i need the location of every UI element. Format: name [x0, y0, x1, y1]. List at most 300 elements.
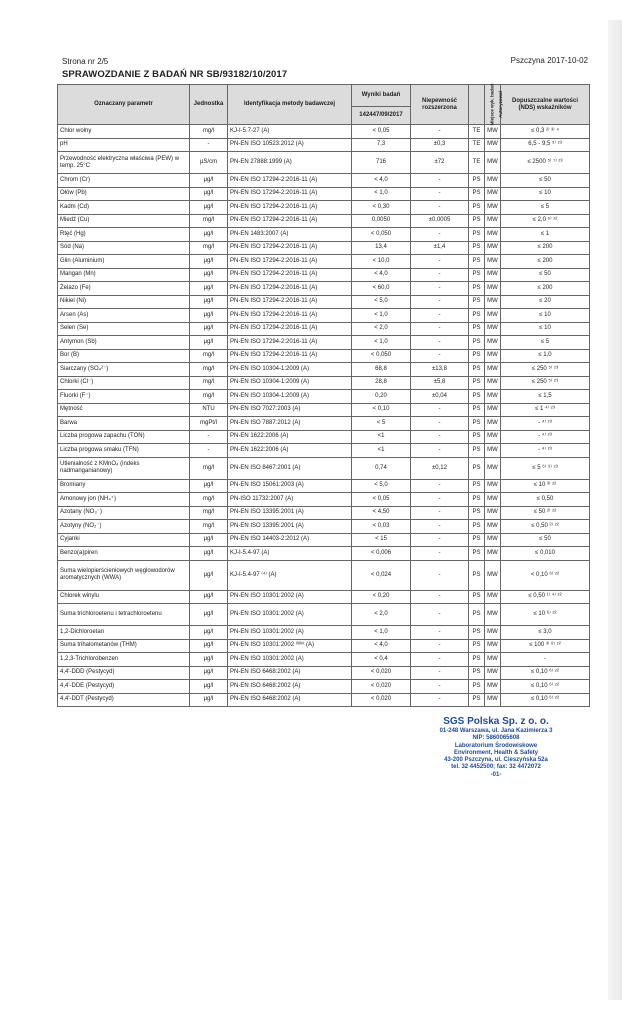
cell-parameter: pH: [58, 138, 190, 152]
cell-result: < 0,050: [352, 228, 411, 242]
cell-unit: µg/l: [190, 201, 228, 215]
header-sample-id: 142447/09/2017: [352, 107, 411, 125]
cell-limit: -: [501, 653, 590, 667]
cell-location: PS: [469, 309, 485, 323]
cell-uncertainty: -: [411, 560, 469, 590]
cell-authorized: MW: [485, 666, 501, 680]
cell-result: < 0,03: [352, 520, 411, 534]
cell-limit: ≤ 1 ⁴⁾ ᶻ³: [501, 403, 590, 417]
cell-method: PN-EN ISO 17294-2:2016-11 (A): [228, 322, 352, 336]
table-row: [58, 336, 590, 350]
cell-limit: ≤ 5: [501, 336, 590, 350]
cell-unit: µg/l: [190, 336, 228, 350]
header-results: Wyniki badań: [352, 85, 411, 107]
cell-parameter: Przewodność elektryczna właściwa (PEW) w temp. 25°C: [58, 152, 190, 174]
cell-parameter: Benzo(a)piren: [58, 547, 190, 561]
cell-method: PN-EN ISO 14403-2:2012 (A): [228, 533, 352, 547]
cell-authorized: MW: [485, 201, 501, 215]
page-number: Strona nr 2/5: [62, 57, 109, 66]
cell-unit: mg/l: [190, 520, 228, 534]
cell-parameter: 4,4'-DDE (Pestycyd): [58, 680, 190, 694]
cell-limit: ≤ 5 ⁶⁾ ⁹⁾ ᶻ³: [501, 457, 590, 479]
table-row: [58, 604, 590, 626]
cell-limit: ≤ 10: [501, 322, 590, 336]
stamp-company-name: SGS Polska Sp. z o. o.: [443, 716, 549, 727]
cell-result: < 0,020: [352, 666, 411, 680]
cell-result: 716: [352, 152, 411, 174]
table-row: [58, 653, 590, 667]
cell-authorized: MW: [485, 639, 501, 653]
cell-authorized: MW: [485, 479, 501, 493]
cell-uncertainty: -: [411, 479, 469, 493]
cell-method: PN-EN ISO 17294-2:2016-11 (A): [228, 282, 352, 296]
cell-parameter: Miedź (Cu): [58, 214, 190, 228]
cell-result: < 1,0: [352, 187, 411, 201]
cell-parameter: 1,2-Dichloroetan: [58, 626, 190, 640]
cell-method: PN-EN 27888:1999 (A): [228, 152, 352, 174]
cell-authorized: MW: [485, 187, 501, 201]
cell-location: PS: [469, 417, 485, 431]
cell-result: < 5,0: [352, 295, 411, 309]
cell-uncertainty: -: [411, 282, 469, 296]
cell-authorized: MW: [485, 403, 501, 417]
cell-location: PS: [469, 479, 485, 493]
cell-limit: ≤ 0,10 ⁶⁾ ᶻ²: [501, 680, 590, 694]
cell-result: < 0,05: [352, 493, 411, 507]
cell-method: PN-EN ISO 17294-2:2016-11 (A): [228, 255, 352, 269]
cell-location: PS: [469, 560, 485, 590]
cell-method: PN-EN ISO 10304-1:2009 (A): [228, 363, 352, 377]
stamp-lab: Laboratorium Środowiskowe: [454, 742, 538, 749]
cell-unit: µg/l: [190, 309, 228, 323]
cell-authorized: MW: [485, 680, 501, 694]
cell-unit: mg/l: [190, 457, 228, 479]
cell-authorized: MW: [485, 444, 501, 458]
table-row: [58, 214, 590, 228]
table-row: [58, 241, 590, 255]
cell-location: PS: [469, 506, 485, 520]
cell-location: PS: [469, 639, 485, 653]
cell-authorized: MW: [485, 560, 501, 590]
cell-unit: mg/l: [190, 241, 228, 255]
cell-unit: mgPt/l: [190, 417, 228, 431]
cell-method: PN-EN ISO 13395:2001 (A): [228, 520, 352, 534]
cell-authorized: MW: [485, 457, 501, 479]
cell-parameter: Azotany (NO₃⁻): [58, 506, 190, 520]
cell-limit: ≤ 50: [501, 174, 590, 188]
cell-limit: ≤ 2500 ⁵⁾ ⁷⁾ ᶻ³: [501, 152, 590, 174]
cell-uncertainty: -: [411, 590, 469, 604]
report-title: SPRAWOZDANIE Z BADAŃ NR SB/93182/10/2017: [62, 69, 288, 80]
cell-unit: -: [190, 444, 228, 458]
cell-unit: µg/l: [190, 547, 228, 561]
table-row: [58, 349, 590, 363]
cell-parameter: Chlorki (Cl⁻): [58, 376, 190, 390]
cell-limit: ≤ 200: [501, 255, 590, 269]
cell-unit: mg/l: [190, 390, 228, 404]
cell-method: PN-EN ISO 10304-1:2009 (A): [228, 376, 352, 390]
cell-limit: - ⁴⁾ ᶻ³: [501, 417, 590, 431]
cell-unit: µg/l: [190, 560, 228, 590]
scan-edge: [608, 20, 622, 1000]
cell-method: PN-EN ISO 17294-2:2016-11 (A): [228, 201, 352, 215]
cell-uncertainty: -: [411, 187, 469, 201]
header-unit: Jednostka: [190, 85, 228, 125]
cell-uncertainty: -: [411, 626, 469, 640]
cell-parameter: Mętność: [58, 403, 190, 417]
table-row: [58, 152, 590, 174]
cell-uncertainty: -: [411, 322, 469, 336]
cell-limit: ≤ 200: [501, 241, 590, 255]
table-row: [58, 138, 590, 152]
cell-method: KJ-I-5.7-27 (A): [228, 125, 352, 139]
cell-uncertainty: -: [411, 693, 469, 707]
cell-unit: µg/l: [190, 479, 228, 493]
cell-result: <1: [352, 430, 411, 444]
cell-location: PS: [469, 322, 485, 336]
cell-method: PN-EN 1483:2007 (A): [228, 228, 352, 242]
table-row: [58, 520, 590, 534]
cell-unit: mg/l: [190, 214, 228, 228]
cell-location: PS: [469, 336, 485, 350]
table-row: [58, 533, 590, 547]
cell-uncertainty: -: [411, 493, 469, 507]
table-row: [58, 268, 590, 282]
table-row: [58, 444, 590, 458]
cell-result: 28,8: [352, 376, 411, 390]
cell-location: TE: [469, 125, 485, 139]
cell-authorized: MW: [485, 268, 501, 282]
cell-limit: ≤ 250 ⁵⁾ ᶻ³: [501, 363, 590, 377]
cell-uncertainty: -: [411, 201, 469, 215]
cell-method: PN-EN ISO 6468:2002 (A): [228, 666, 352, 680]
table-row: [58, 309, 590, 323]
cell-uncertainty: ±0,3: [411, 138, 469, 152]
table-row: [58, 125, 590, 139]
cell-result: <1: [352, 444, 411, 458]
cell-method: PN-EN ISO 17294-2:2016-11 (A): [228, 336, 352, 350]
header-location: Miejsce wyk. badań: [469, 85, 485, 125]
cell-location: TE: [469, 138, 485, 152]
cell-result: < 1,0: [352, 626, 411, 640]
cell-method: PN-EN ISO 6468:2002 (A): [228, 680, 352, 694]
cell-authorized: MW: [485, 533, 501, 547]
cell-unit: µg/l: [190, 322, 228, 336]
table-row: [58, 590, 590, 604]
cell-unit: µg/l: [190, 693, 228, 707]
cell-location: PS: [469, 363, 485, 377]
cell-unit: µg/l: [190, 604, 228, 626]
cell-location: PS: [469, 376, 485, 390]
cell-unit: mg/l: [190, 125, 228, 139]
cell-authorized: MW: [485, 363, 501, 377]
table-row: [58, 255, 590, 269]
cell-limit: ≤ 10: [501, 309, 590, 323]
cell-method: KJ-I-5.4-97 ⁽⁴⁾ (A): [228, 560, 352, 590]
cell-location: PS: [469, 590, 485, 604]
cell-method: PN-EN ISO 8467:2001 (A): [228, 457, 352, 479]
cell-location: PS: [469, 693, 485, 707]
cell-result: < 1,0: [352, 309, 411, 323]
cell-parameter: 1,2,3-Trichlorobenzen: [58, 653, 190, 667]
header-method: Identyfikacja metody badawczej: [228, 85, 352, 125]
cell-unit: mg/l: [190, 349, 228, 363]
cell-method: PN-EN ISO 17294-2:2016-11 (A): [228, 174, 352, 188]
cell-uncertainty: -: [411, 125, 469, 139]
cell-location: PS: [469, 493, 485, 507]
cell-location: PS: [469, 520, 485, 534]
cell-uncertainty: -: [411, 417, 469, 431]
cell-authorized: MW: [485, 138, 501, 152]
cell-method: KJ-I-5.4-97 (A): [228, 547, 352, 561]
cell-authorized: MW: [485, 493, 501, 507]
cell-method: PN-EN ISO 17294-2:2016-11 (A): [228, 295, 352, 309]
stamp-lab-address: 43-200 Pszczyna, ul. Cieszyńska 52a: [444, 757, 548, 764]
cell-location: PS: [469, 228, 485, 242]
cell-authorized: MW: [485, 322, 501, 336]
cell-location: PS: [469, 533, 485, 547]
cell-parameter: Chlorek winylu: [58, 590, 190, 604]
cell-method: PN-EN ISO 17294-2:2016-11 (A): [228, 309, 352, 323]
cell-location: PS: [469, 268, 485, 282]
cell-method: PN-EN ISO 17294-2:2016-11 (A): [228, 241, 352, 255]
cell-unit: µS/cm: [190, 152, 228, 174]
cell-unit: µg/l: [190, 187, 228, 201]
cell-parameter: Suma trichloroetenu i tetrachloroetenu: [58, 604, 190, 626]
cell-location: PS: [469, 457, 485, 479]
cell-unit: mg/l: [190, 493, 228, 507]
cell-limit: ≤ 50: [501, 533, 590, 547]
cell-location: PS: [469, 626, 485, 640]
cell-method: PN-EN 1622:2006 (A): [228, 430, 352, 444]
cell-unit: µg/l: [190, 255, 228, 269]
table-row: [58, 547, 590, 561]
cell-method: PN-EN ISO 17294-2:2016-11 (A): [228, 268, 352, 282]
cell-parameter: Suma trihalometanów (THM): [58, 639, 190, 653]
cell-result: 0,74: [352, 457, 411, 479]
cell-method: PN-ISO 11732:2007 (A): [228, 493, 352, 507]
cell-result: < 0,006: [352, 547, 411, 561]
stamp-nip: NIP: 5860065608: [472, 735, 520, 742]
cell-limit: ≤ 2,0 ⁵⁾ ᶻ²: [501, 214, 590, 228]
stamp-address: 01-248 Warszawa, ul. Jana Kazimierza 3: [439, 728, 553, 734]
cell-result: < 0,020: [352, 680, 411, 694]
cell-parameter: Kadm (Cd): [58, 201, 190, 215]
table-row: [58, 457, 590, 479]
cell-uncertainty: -: [411, 430, 469, 444]
cell-unit: mg/l: [190, 363, 228, 377]
cell-location: PS: [469, 187, 485, 201]
cell-location: PS: [469, 430, 485, 444]
cell-unit: NTU: [190, 403, 228, 417]
cell-limit: ≤ 5: [501, 201, 590, 215]
results-table: [57, 84, 590, 707]
cell-uncertainty: ±0,0005: [411, 214, 469, 228]
cell-limit: ≤ 50 ²⁾ ᶻ²: [501, 506, 590, 520]
place-date: Pszczyna 2017-10-02: [510, 56, 588, 65]
cell-uncertainty: -: [411, 268, 469, 282]
cell-method: PN-EN ISO 10301:2002 (A): [228, 604, 352, 626]
cell-limit: ≤ 0,50: [501, 493, 590, 507]
cell-unit: µg/l: [190, 282, 228, 296]
cell-authorized: MW: [485, 152, 501, 174]
cell-location: PS: [469, 604, 485, 626]
cell-parameter: Siarczany (SO₄²⁻): [58, 363, 190, 377]
cell-parameter: Utlenialność z KMnO₄ (indeks nadmanganianowy): [58, 457, 190, 479]
cell-result: < 4,0: [352, 174, 411, 188]
cell-result: < 60,0: [352, 282, 411, 296]
cell-location: PS: [469, 349, 485, 363]
cell-method: PN-EN ISO 15061:2003 (A): [228, 479, 352, 493]
cell-uncertainty: -: [411, 547, 469, 561]
cell-uncertainty: -: [411, 174, 469, 188]
table-row: [58, 228, 590, 242]
cell-limit: ≤ 0,3 ²⁾ ³⁾ ⁴: [501, 125, 590, 139]
cell-authorized: MW: [485, 174, 501, 188]
cell-result: < 0,4: [352, 653, 411, 667]
cell-result: 0,20: [352, 390, 411, 404]
cell-parameter: Selen (Se): [58, 322, 190, 336]
table-row: [58, 626, 590, 640]
cell-unit: µg/l: [190, 639, 228, 653]
cell-parameter: Glin (Aluminium): [58, 255, 190, 269]
cell-limit: < 0,10 ⁶⁾ ᶻ²: [501, 560, 590, 590]
cell-method: PN-EN ISO 17294-2:2016-11 (A): [228, 187, 352, 201]
cell-result: < 10,0: [352, 255, 411, 269]
cell-method: PN-EN ISO 10301:2002 ⁽ᵂᵛ⁾ (A): [228, 639, 352, 653]
cell-limit: ≤ 1: [501, 228, 590, 242]
cell-parameter: Arsen (As): [58, 309, 190, 323]
cell-limit: ≤ 1,5: [501, 390, 590, 404]
cell-authorized: MW: [485, 309, 501, 323]
cell-uncertainty: ±5,8: [411, 376, 469, 390]
cell-limit: 6,5 - 9,5 ⁵⁾ ᶻ³: [501, 138, 590, 152]
table-row: [58, 363, 590, 377]
cell-uncertainty: -: [411, 255, 469, 269]
company-stamp: [411, 716, 581, 779]
header-limit: Dopuszczalne wartości (NDS) wskaźników: [501, 85, 590, 125]
cell-limit: ≤ 0,50 ²⁾ ᶻ²: [501, 520, 590, 534]
cell-result: < 2,0: [352, 322, 411, 336]
cell-result: < 0,30: [352, 201, 411, 215]
cell-limit: ≤ 200: [501, 282, 590, 296]
cell-uncertainty: -: [411, 506, 469, 520]
cell-unit: µg/l: [190, 533, 228, 547]
cell-method: PN-EN ISO 6468:2002 (A): [228, 693, 352, 707]
cell-limit: ≤ 10 ⁶⁾ ᶻ²: [501, 604, 590, 626]
cell-parameter: Ołów (Pb): [58, 187, 190, 201]
table-row: [58, 479, 590, 493]
cell-parameter: Amonowy jon (NH₄⁺): [58, 493, 190, 507]
cell-authorized: MW: [485, 520, 501, 534]
cell-method: PN-EN ISO 7887:2012 (A): [228, 417, 352, 431]
cell-method: PN-EN ISO 10304-1:2009 (A): [228, 390, 352, 404]
cell-location: TE: [469, 152, 485, 174]
table-row: [58, 187, 590, 201]
cell-parameter: Chrom (Cr): [58, 174, 190, 188]
table-row: [58, 666, 590, 680]
stamp-dept: Environment, Health & Safety: [453, 749, 539, 756]
table-row: [58, 693, 590, 707]
cell-authorized: MW: [485, 626, 501, 640]
cell-location: PS: [469, 201, 485, 215]
cell-parameter: Nikiel (Ni): [58, 295, 190, 309]
table-row: [58, 295, 590, 309]
cell-parameter: Sód (Na): [58, 241, 190, 255]
cell-limit: ≤ 3,0: [501, 626, 590, 640]
cell-result: < 0,05: [352, 125, 411, 139]
cell-authorized: MW: [485, 547, 501, 561]
cell-limit: - ⁴⁾ ᶻ³: [501, 444, 590, 458]
cell-unit: µg/l: [190, 295, 228, 309]
cell-location: PS: [469, 666, 485, 680]
cell-authorized: MW: [485, 228, 501, 242]
table-row: [58, 680, 590, 694]
cell-authorized: MW: [485, 430, 501, 444]
cell-parameter: Liczba progowa smaku (TFN): [58, 444, 190, 458]
cell-parameter: Liczba progowa zapachu (TON): [58, 430, 190, 444]
cell-parameter: Suma wielopierścieniowych węglowodorów aromatycznych (WWA): [58, 560, 190, 590]
cell-uncertainty: -: [411, 349, 469, 363]
cell-result: < 5,0: [352, 479, 411, 493]
cell-authorized: MW: [485, 214, 501, 228]
cell-result: 7,3: [352, 138, 411, 152]
cell-limit: ≤ 1,0: [501, 349, 590, 363]
cell-location: PS: [469, 282, 485, 296]
cell-uncertainty: -: [411, 666, 469, 680]
cell-location: PS: [469, 174, 485, 188]
cell-limit: ≤ 250 ⁵⁾ ᶻ³: [501, 376, 590, 390]
cell-result: < 4,50: [352, 506, 411, 520]
cell-parameter: 4,4'-DDD (Pestycyd): [58, 666, 190, 680]
cell-authorized: MW: [485, 255, 501, 269]
cell-location: PS: [469, 241, 485, 255]
table-row: [58, 201, 590, 215]
cell-authorized: MW: [485, 693, 501, 707]
cell-parameter: Cyjanki: [58, 533, 190, 547]
cell-unit: -: [190, 430, 228, 444]
table-body: [58, 125, 590, 707]
cell-unit: µg/l: [190, 590, 228, 604]
cell-method: PN-EN ISO 13395:2001 (A): [228, 506, 352, 520]
cell-authorized: MW: [485, 506, 501, 520]
table-row: [58, 282, 590, 296]
cell-result: < 4,0: [352, 639, 411, 653]
cell-result: < 0,024: [352, 560, 411, 590]
cell-unit: µg/l: [190, 666, 228, 680]
table-row: [58, 506, 590, 520]
cell-result: 0,0050: [352, 214, 411, 228]
header-uncertainty: Niepewność rozszerzona: [411, 85, 469, 125]
table-row: [58, 560, 590, 590]
cell-limit: - ⁴⁾ ᶻ³: [501, 430, 590, 444]
stamp-code: -01-: [490, 771, 502, 778]
cell-uncertainty: -: [411, 336, 469, 350]
table-row: [58, 493, 590, 507]
cell-location: PS: [469, 653, 485, 667]
cell-parameter: Antymon (Sb): [58, 336, 190, 350]
cell-authorized: MW: [485, 336, 501, 350]
cell-result: 13,4: [352, 241, 411, 255]
cell-parameter: Chlor wolny: [58, 125, 190, 139]
cell-result: < 5: [352, 417, 411, 431]
cell-unit: mg/l: [190, 376, 228, 390]
table-row: [58, 174, 590, 188]
cell-parameter: Rtęć (Hg): [58, 228, 190, 242]
cell-uncertainty: -: [411, 604, 469, 626]
cell-method: PN-EN ISO 10301:2002 (A): [228, 626, 352, 640]
cell-limit: ≤ 100 ³⁾ ⁸⁾ ᶻ²: [501, 639, 590, 653]
